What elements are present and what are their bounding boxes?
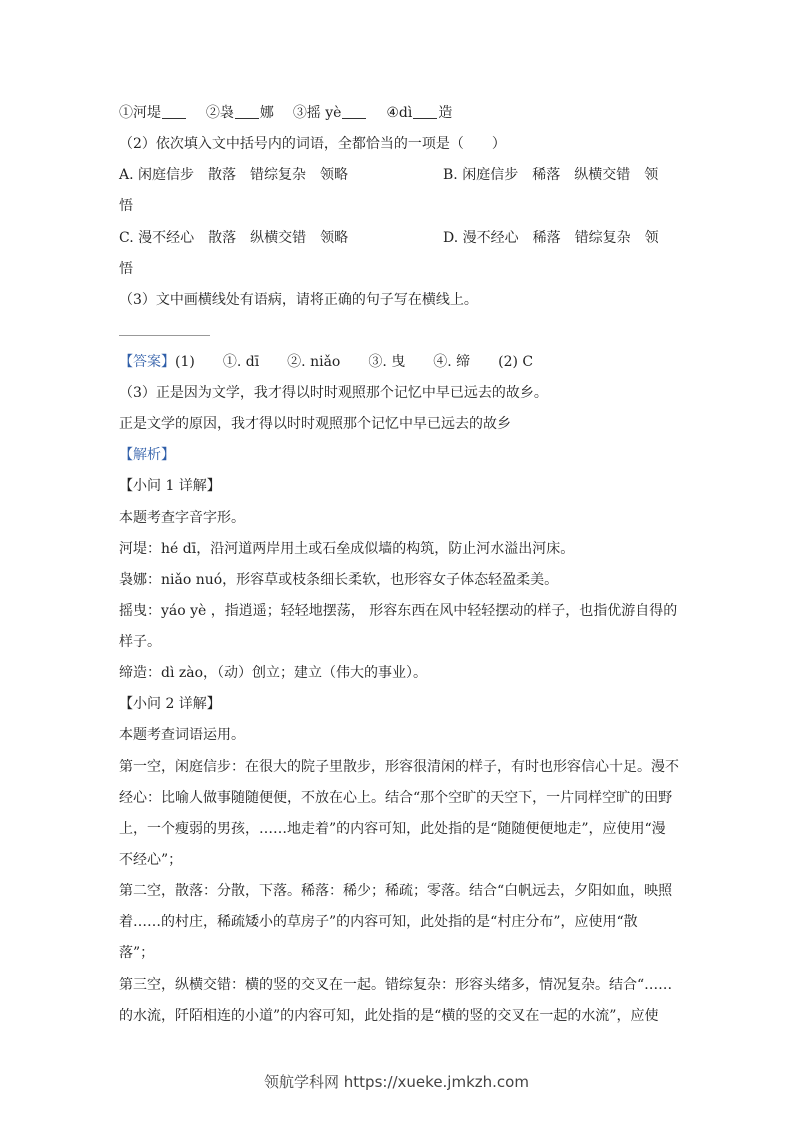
section1-intro: 本题考查字音字形。 xyxy=(119,510,245,526)
section1-line4: 缔造：dì zào，（动）创立；建立（伟大的事业）。 xyxy=(119,665,428,681)
answer-row xyxy=(119,352,533,372)
item-c: ③摇 yè xyxy=(292,105,342,121)
blank-a xyxy=(162,104,186,119)
q2-stem: （2）依次填入文中括号内的词语，全都恰当的一项是（ ） xyxy=(119,136,506,152)
answer-part3: （3）正是因为文学，我才得以时时观照那个记忆中早已远去的故乡。 xyxy=(119,385,548,401)
para1-line1: 第一空，闲庭信步：在很大的院子里散步，形容很清闲的样子，有时也形容信心十足。漫不 xyxy=(119,759,679,775)
answer-part1: (1) ①. dī ②. niǎo ③. 曳 ④. 缔 (2) C xyxy=(175,354,534,370)
section1-line1: 河堤：hé dī，沿河道两岸用土或石垒成似墙的构筑，防止河水溢出河床。 xyxy=(119,541,575,557)
para3-line1: 第三空，纵横交错：横的竖的交叉在一起。错综复杂：形容头绪多，情况复杂。结合“…… xyxy=(119,977,673,993)
answer-alt: 正是文学的原因，我才得以时时观照那个记忆中早已远去的故乡 xyxy=(119,416,511,432)
item-d-prefix: ④dì xyxy=(386,105,413,121)
item-b-suffix: 娜 xyxy=(259,105,274,121)
section2-title: 【小问 2 详解】 xyxy=(119,696,221,712)
para1-line2: 经心：比喻人做事随随便便，不放在心上。结合“那个空旷的天空下，一片同样空旷的田野 xyxy=(119,790,673,806)
item-b-prefix: ②袅 xyxy=(205,105,234,121)
section1-line3: 摇曳：yáo yè ，指逍遥；轻轻地摆荡， 形容东西在风中轻轻摆动的样子，也指优游自得的 xyxy=(119,603,678,619)
para2-line1: 第二空，散落：分散，下落。稀落：稀少；稀疏；零落。结合“白帆远去，夕阳如血，映照 xyxy=(119,883,673,899)
q3-stem: （3）文中画横线处有语病，请将正确的句子写在横线上。 xyxy=(119,292,478,308)
para1-line3: 上，一个瘦弱的男孩，……地走着”的内容可知，此处指的是“随随便便地走”，应使用“漫 xyxy=(119,821,666,837)
q2-option-d: D. 漫不经心 稀落 错综复杂 领 xyxy=(443,230,659,246)
item-a: ①河堤 xyxy=(119,105,161,121)
q2-option-b: B. 闲庭信步 稀落 纵横交错 领 xyxy=(443,167,659,183)
q1-items xyxy=(119,103,452,123)
section2-intro: 本题考查词语运用。 xyxy=(119,727,245,743)
page-footer: 领航学科网 https://xueke.jmkzh.com xyxy=(264,1073,529,1091)
section1-line3b: 样子。 xyxy=(119,634,161,650)
section1-title: 【小问 1 详解】 xyxy=(119,478,221,494)
answer-tag: 【答案】 xyxy=(119,354,175,370)
blank-b xyxy=(235,104,259,119)
para3-line2: 的水流，阡陌相连的小道”的内容可知，此处指的是“横的竖的交叉在一起的水流”，应使 xyxy=(119,1008,659,1024)
para1-line4: 不经心”； xyxy=(119,852,183,868)
q2-option-b-wrap: 悟 xyxy=(119,198,133,214)
blank-d xyxy=(413,104,437,119)
analysis-tag: 【解析】 xyxy=(119,447,175,463)
para2-line3: 落”； xyxy=(119,945,155,961)
section1-line2: 袅娜：niǎo nuó，形容草或枝条细长柔软，也形容女子体态轻盈柔美。 xyxy=(119,572,559,588)
blank-c xyxy=(342,104,366,119)
q2-option-c: C. 漫不经心 散落 纵横交错 领略 xyxy=(119,230,349,246)
item-d-suffix: 造 xyxy=(438,105,453,121)
answer-line xyxy=(119,335,210,336)
q2-option-d-wrap: 悟 xyxy=(119,261,133,277)
q2-option-a: A. 闲庭信步 散落 错综复杂 领略 xyxy=(119,167,349,183)
para2-line2: 着……的村庄，稀疏矮小的草房子”的内容可知，此处指的是“村庄分布”，应使用“散 xyxy=(119,914,638,930)
